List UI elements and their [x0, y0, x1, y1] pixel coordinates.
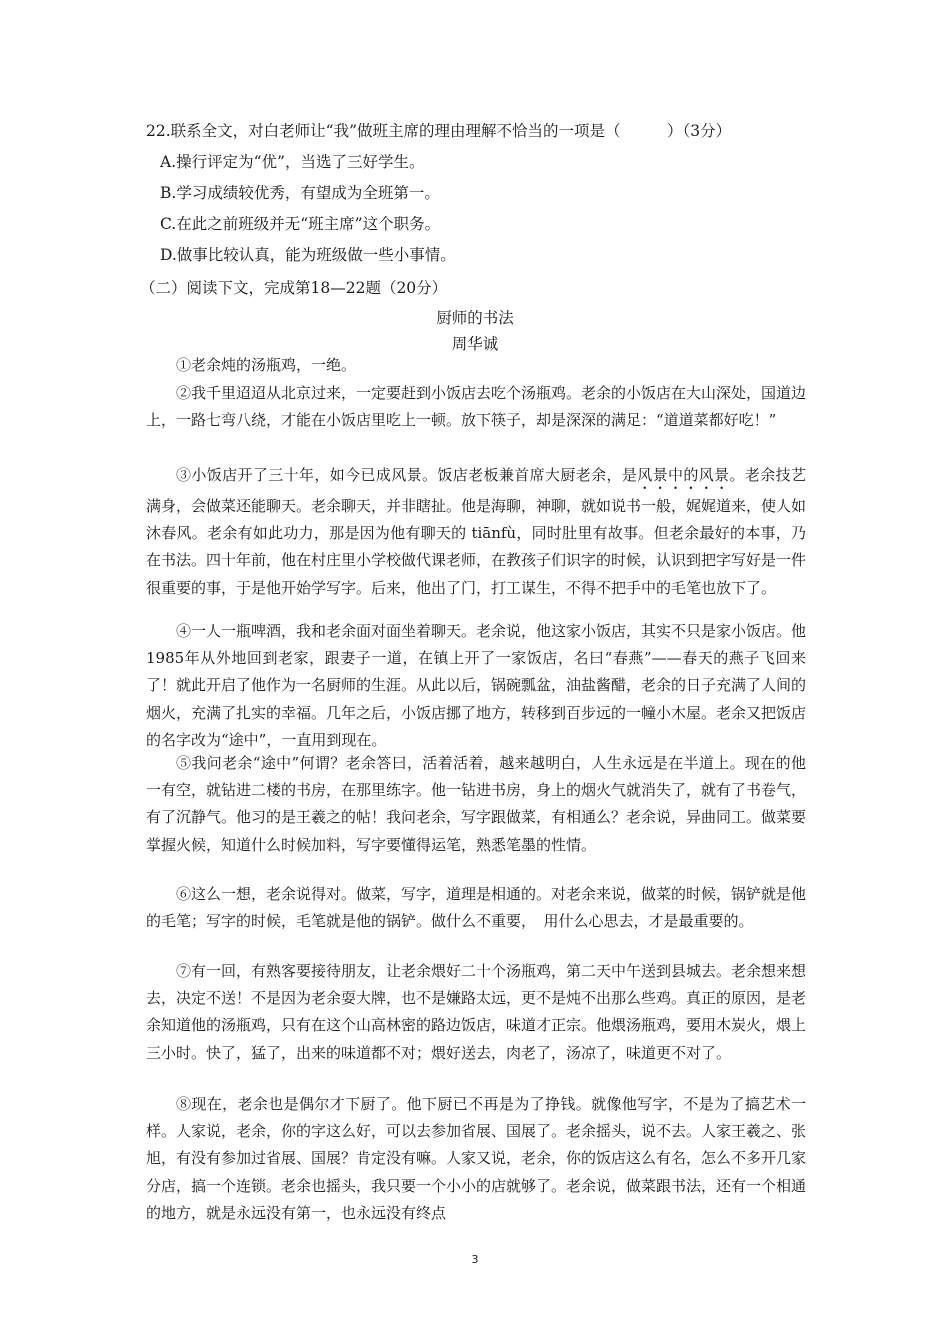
- article-author: 周华诚: [451, 335, 499, 353]
- paragraph-1: ①老余炖的汤瓶鸡，一绝。: [176, 356, 357, 374]
- paragraph-3-start: ③小饭店开了三十年，如今已成风景。饭店老板兼首席大厨老余，是: [176, 466, 638, 484]
- option-a: A.操行评定为“优”，当选了三好学生。: [160, 153, 425, 171]
- paragraph-5: ⑤我问老余“途中”何谓？老余答曰，活着活着，越来越明白，人生永远是在半道上。现在的他一有空，就钻进二楼的书房，在那里练字。他一钻进书房，身上的烟火气就消失了，就有了书卷气，有了沉静气。他习的是王羲之的帖！我问老余，写字跟做菜，有相通么？老余说，异曲同工。做菜要掌握火候，知道什么时候加料，写字要懂得运笔，熟悉笔墨的性情。: [146, 754, 807, 854]
- emphasized-phrase: 风景中的风景: [637, 466, 730, 484]
- article-title: 厨师的书法: [436, 309, 514, 327]
- page-number: 3: [471, 1253, 479, 1266]
- option-c: C.在此之前班级并无“班主席”这个职务。: [160, 215, 441, 233]
- paragraph-6: ⑥这么一想，老余说得对。做菜，写字，道理是相通的。对老余来说，做菜的时候，锅铲就是他的毛笔；写字的时候，毛笔就是他的锅铲。做什么不重要， 用什么心思去，才是最重要的。: [146, 885, 807, 931]
- question-22-stem: 22.联系全文，对白老师让“我”做班主席的理由理解不恰当的一项是（ ）（3分）: [146, 122, 732, 140]
- paragraph-3-rest: 。老余技艺满身，会做菜还能聊天。老余聊天，并非瞎扯。他是海聊，神聊，就如说书一般，娓娓道来，使人如沐春风。老余有如此功力，那是因为他有聊天的 tiānfù，同时肚里有故事。但老余最好的本事，乃在书法。四十年前，他在村庄里小学校做代课老师，在教孩子们识字的时候，认识到把字写好是一件很重要的事，于是他开始学写字。后来，他出了门，打工谋生，不得不把手中的毛笔也放下了。: [146, 466, 807, 597]
- paragraph-3: [146, 462, 806, 602]
- paragraph-7: ⑦有一回，有熟客要接待朋友，让老余煨好二十个汤瓶鸡，第二天中午送到县城去。老余想来想去，决定不送！不是因为老余耍大牌，也不是嫌路太远，更不是炖不出那么些鸡。真正的原因，是老余知道他的汤瓶鸡，只有在这个山高林密的路边饭店，味道才正宗。他煨汤瓶鸡，要用木炭火，煨上三小时。快了，猛了，出来的味道都不对；煨好送去，肉老了，汤凉了，味道更不对了。: [146, 962, 807, 1062]
- paragraph-2: ②我千里迢迢从北京过来，一定要赶到小饭店去吃个汤瓶鸡。老余的小饭店在大山深处，国道边上，一路七弯八绕，才能在小饭店里吃上一顿。放下筷子，却是深深的满足：“道道菜都好吃！”: [146, 384, 807, 430]
- option-b: B.学习成绩较优秀，有望成为全班第一。: [160, 184, 440, 202]
- paragraph-4: ④一人一瓶啤酒，我和老余面对面坐着聊天。老余说，他这家小饭店，其实不只是家小饭店。他1985年从外地回到老家，跟妻子一道，在镇上开了一家饭店，名曰“春燕”——春天的燕子飞回来了！就此开启了他作为一名厨师的生涯。从此以后，锅碗瓢盆，油盐酱醋，老余的日子充满了人间的烟火，充满了扎实的幸福。几年之后，小饭店挪了地方，转移到百步远的一幢小木屋。老余又把饭店的名字改为“途中”，一直用到现在。: [146, 622, 807, 749]
- paragraph-8: ⑧现在，老余也是偶尔才下厨了。他下厨已不再是为了挣钱。就像他写字，不是为了搞艺术一样。人家说，老余，你的字这么好，可以去参加省展、国展了。老余摇头，说不去。人家王羲之、张旭，有没有参加过省展、国展？肯定没有嘛。人家又说，老余，你的饭店这么有名，怎么不多开几家分店，搞一个连锁。老余也摇头，我只要一个小小的店就够了。老余说，做菜跟书法，还有一个相通的地方，就是永远没有第一，也永远没有终点: [146, 1095, 807, 1222]
- section-heading: （二）阅读下文，完成第18—22题（20分）: [140, 279, 448, 297]
- option-d: D.做事比较认真，能为班级做一些小事情。: [160, 246, 456, 264]
